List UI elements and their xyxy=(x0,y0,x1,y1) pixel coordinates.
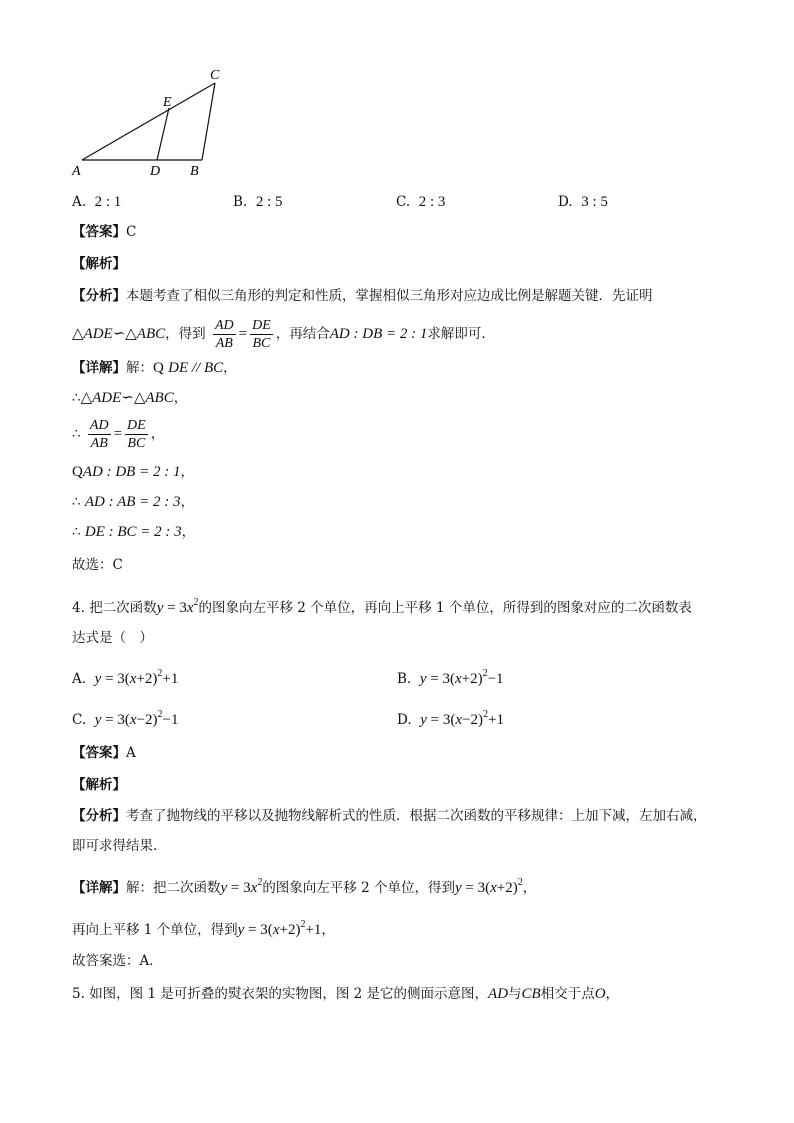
q4-conclusion: 故答案选：A． xyxy=(72,953,163,969)
q3-fenxi xyxy=(72,286,653,306)
question-number: 4. xyxy=(72,600,85,616)
label-B: B xyxy=(190,164,199,179)
q3-option-a xyxy=(72,192,121,212)
text: 求解即可． xyxy=(427,326,495,342)
xiangjie-tag: 【详解】 xyxy=(72,360,126,376)
q4-fenxi: 【分析】考查了抛物线的平移以及抛物线解析式的性质．根据二次函数的平移规律：上加下减，左加右减， xyxy=(72,808,707,824)
option-letter: C. xyxy=(396,194,411,210)
text: ，得到 xyxy=(165,326,206,342)
q3-step-2: ∴△ADE∽△ABC， xyxy=(72,390,188,406)
option-letter: A. xyxy=(72,194,87,210)
triangle-figure xyxy=(60,62,240,182)
q3-option-d xyxy=(558,192,608,212)
q5-stem: 5. 如图，图 1 是可折叠的熨衣架的实物图，图 2 是它的侧面示意图，AD与CB相交于点O， xyxy=(72,986,620,1002)
text: ，再结合 xyxy=(275,326,330,342)
fraction: $\frac{DE}{BC}$ xyxy=(127,418,146,451)
fraction: $\frac{DE}{BC}$ xyxy=(252,318,271,351)
q4-option-b: B. $y = 3(x+2)^2-1$ xyxy=(397,668,504,687)
option-letter: B. xyxy=(233,194,248,210)
option-value: 2 : 1 xyxy=(94,194,122,210)
q3-xiangjie: 【详解】解：Q DE // BC， xyxy=(72,360,237,376)
q4-option-d: D. $y = 3(x-2)^2+1$ xyxy=(397,709,504,728)
q3-step-5: ∴ AD : AB = 2 : 3， xyxy=(72,494,195,510)
q3-step-3: ∴ $\frac{AD}{AB}$ = $\frac{DE}{BC}$ ， xyxy=(72,418,165,451)
q3-jiexi: 【解析】 xyxy=(72,256,126,272)
q4-option-a: A. $y = 3(x+2)^2+1$ xyxy=(72,668,179,687)
q4-answer: 【答案】A xyxy=(72,745,136,761)
q4-stem: 4. 把二次函数$y = 3x^2$的图象向左平移 2 个单位，再向上平移 1 个单位，所得到的图象对应的二次函数表 xyxy=(72,597,692,616)
fenxi-text: 本题考查了相似三角形的判定和性质，掌握相似三角形对应边成比例是解题关键．先证明 xyxy=(126,288,653,304)
q3-option-b xyxy=(233,192,282,212)
fenxi-tag: 【分析】 xyxy=(72,288,126,304)
answer-value: C xyxy=(126,224,137,240)
ratio: AD : DB = 2 : 1 xyxy=(329,326,428,342)
option-value: 2 : 3 xyxy=(418,194,446,210)
segment-BC xyxy=(202,83,215,160)
segment-AC xyxy=(82,83,215,160)
option-value: 3 : 5 xyxy=(581,194,608,210)
label-A: A xyxy=(72,164,81,179)
q3-step-6: ∴ DE : BC = 2 : 3， xyxy=(72,524,196,540)
q3-fenxi-line2: △ADE∽△ABC，得到 $\frac{AD}{AB}$ = $\frac{DE}{BC}$ ，再结合AD : DB = 2 : 1求解即可． xyxy=(72,318,495,351)
label-E: E xyxy=(163,95,172,110)
label-C: C xyxy=(210,68,220,83)
q4-fenxi-line2: 即可求得结果． xyxy=(72,838,167,854)
q3-step-4: QAD : DB = 2 : 1， xyxy=(72,464,194,480)
q4-option-c: C. $y = 3(x-2)^2-1$ xyxy=(72,709,179,728)
q4-stem-line2: 达式是（ ） xyxy=(72,630,153,646)
answer-tag: 【答案】 xyxy=(72,224,126,240)
label-D: D xyxy=(150,164,161,179)
q3-conclusion: 故选：C xyxy=(72,557,123,573)
q3-option-c xyxy=(396,192,445,212)
q4-jiexi: 【解析】 xyxy=(72,777,126,793)
q3-answer xyxy=(72,222,136,242)
fraction: $\frac{AD}{AB}$ xyxy=(214,318,234,351)
q4-line2: 再向上平移 1 个单位，得到$y = 3(x+2)^2+1$， xyxy=(72,919,335,938)
fraction: $\frac{AD}{AB}$ xyxy=(89,418,109,451)
option-letter: D. xyxy=(558,194,573,210)
similarity-statement: △ADE∽△ABC xyxy=(72,326,166,342)
option-value: 2 : 5 xyxy=(255,194,283,210)
q4-xiangjie: 【详解】解：把二次函数$y = 3x^2$的图象向左平移 2 个单位，得到$y = 3(x+2)^2$， xyxy=(72,877,537,896)
